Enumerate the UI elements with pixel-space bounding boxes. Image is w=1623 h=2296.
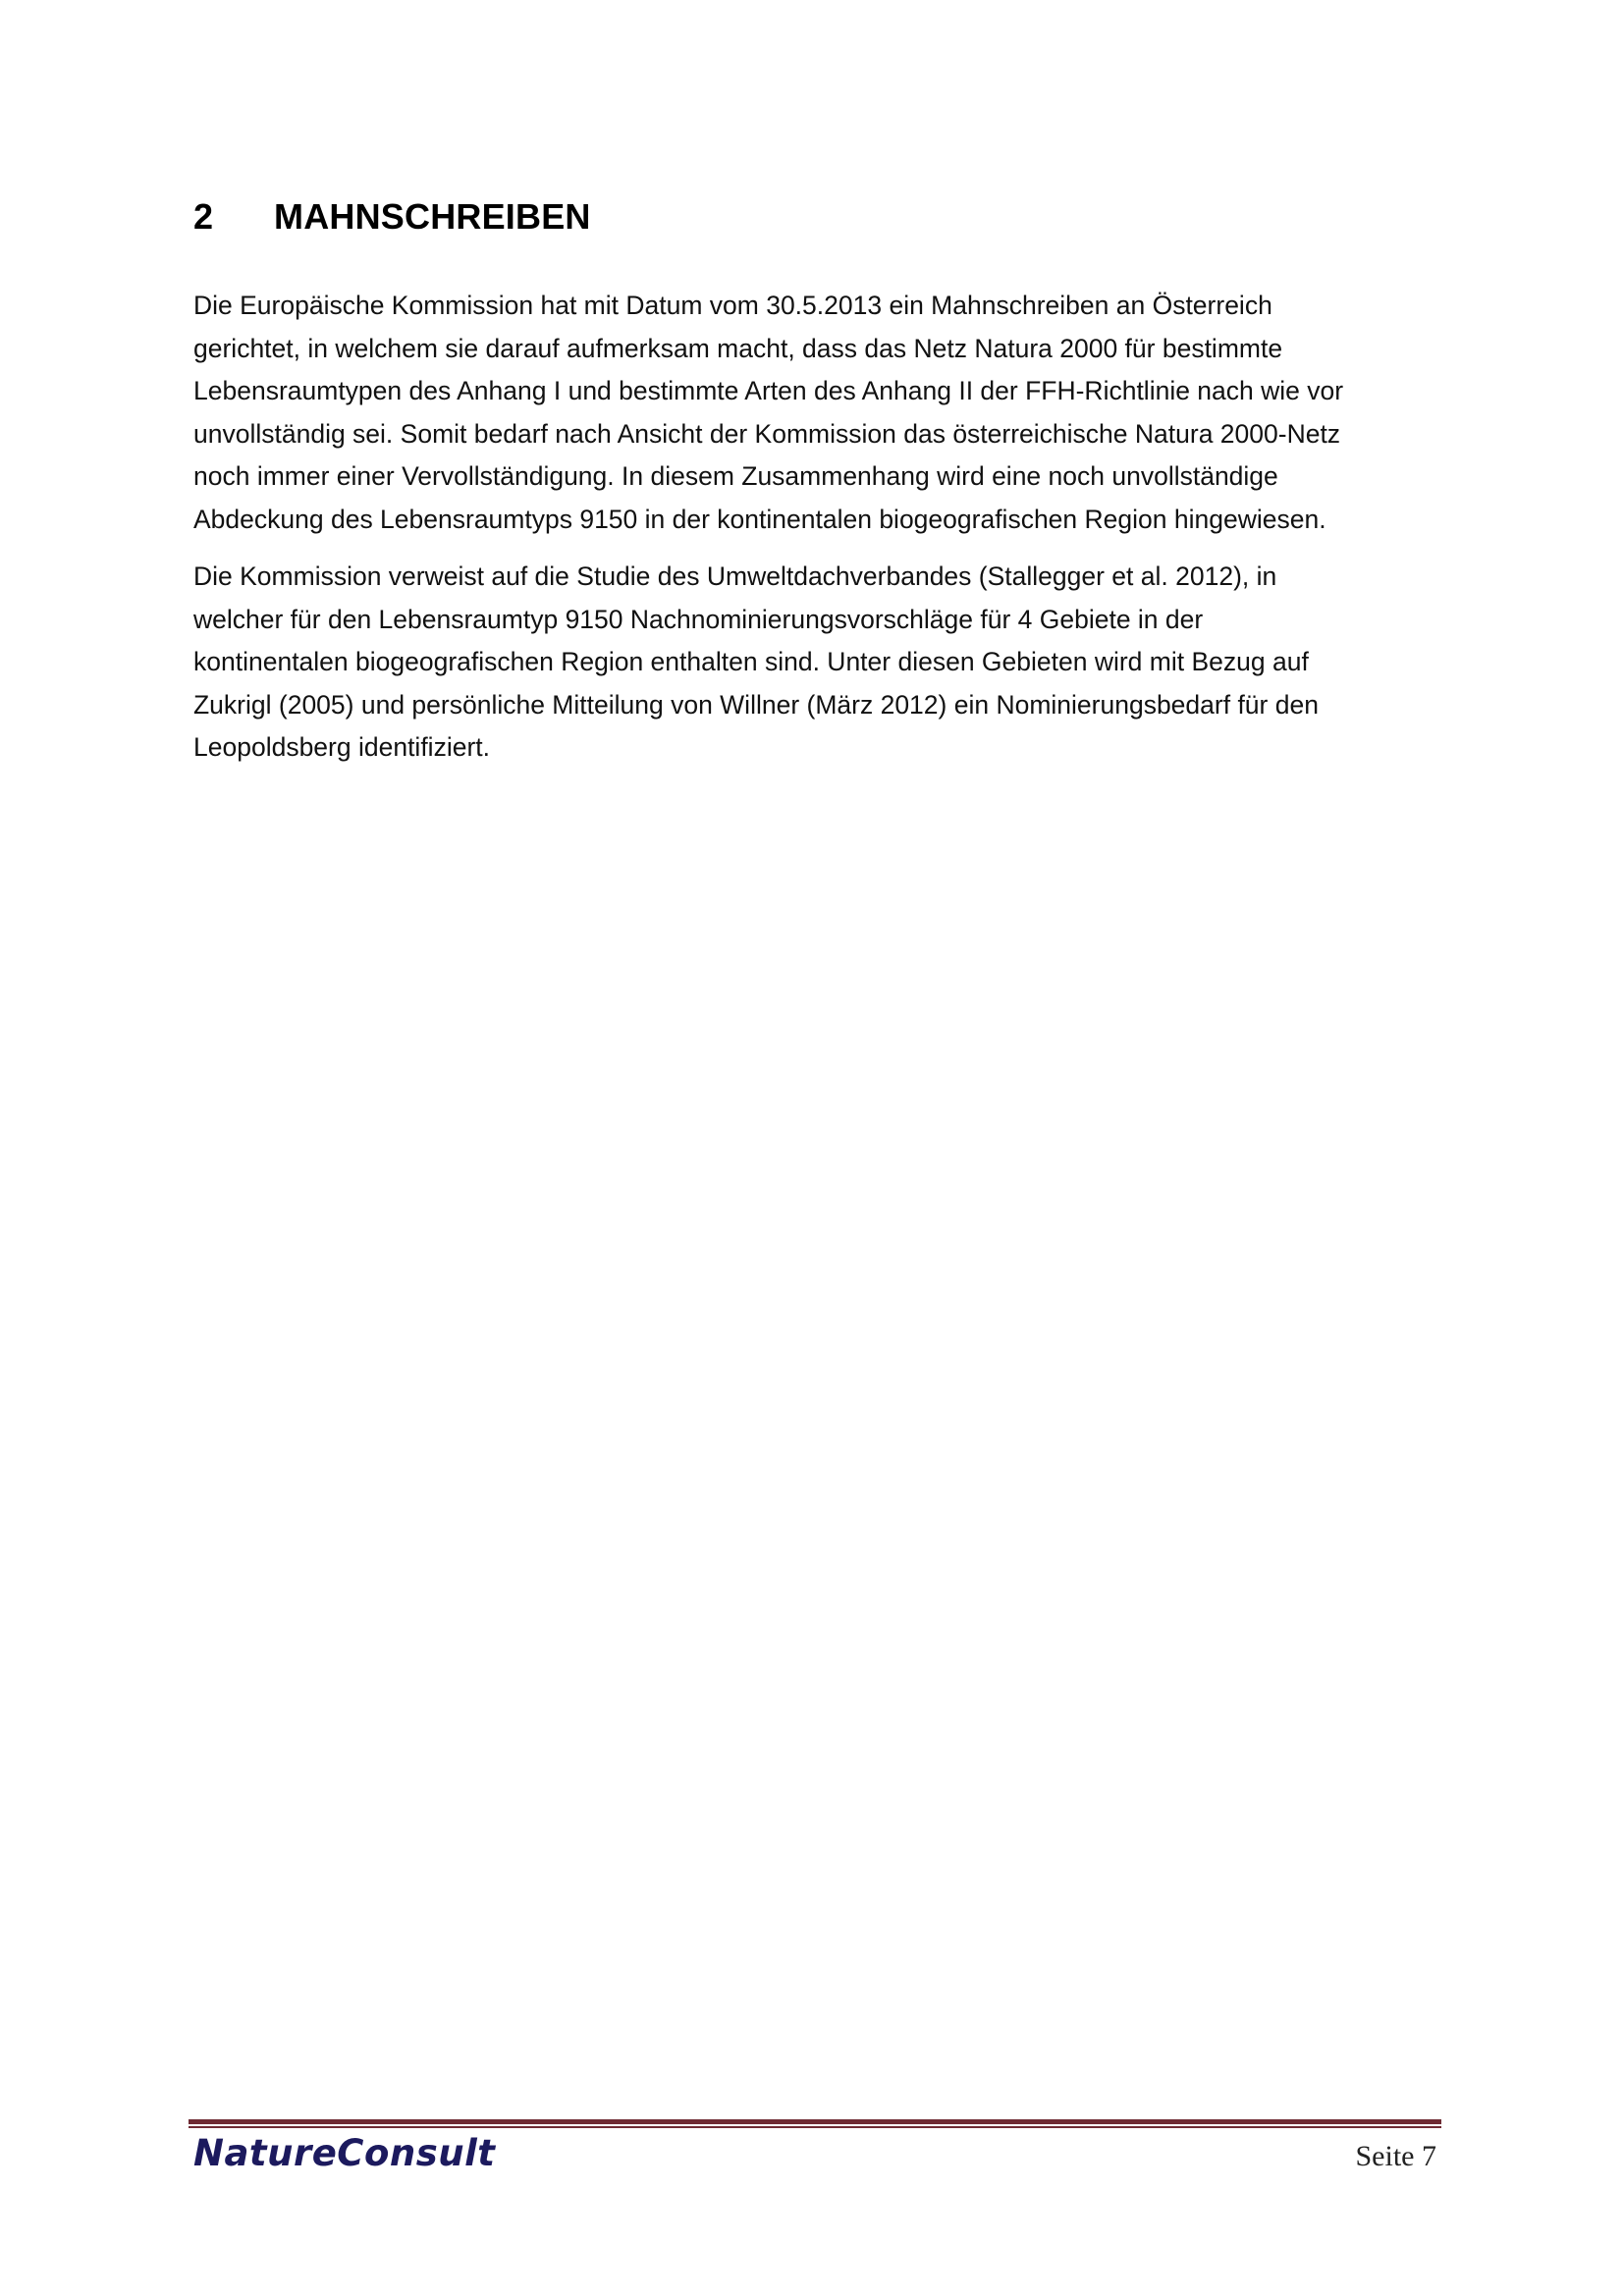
paragraph-2 <box>193 556 1431 770</box>
text-line: Leopoldsberg identifiziert. <box>193 732 490 762</box>
text-line: noch immer einer Vervollständigung. In diesem Zusammenhang wird eine noch unvollständige <box>193 461 1278 491</box>
text-line: kontinentalen biogeografischen Region enthalten sind. Unter diesen Gebieten wird mit Bezug auf <box>193 647 1309 676</box>
text-line: welcher für den Lebensraumtyp 9150 Nachnominierungsvorschläge für 4 Gebiete in der <box>193 604 1204 634</box>
paragraph-1 <box>193 285 1431 541</box>
section-title: MAHNSCHREIBEN <box>274 196 591 237</box>
footer-divider-thin <box>189 2126 1441 2128</box>
footer-brand-logo: NatureConsult <box>193 2132 496 2174</box>
text-line: Die Kommission verweist auf die Studie des Umweltdachverbandes (Stallegger et al. 2012), in <box>193 561 1277 591</box>
footer-divider-thick <box>189 2119 1441 2124</box>
section-number: 2 <box>193 196 214 237</box>
section-heading <box>193 192 591 241</box>
text-line: Die Europäische Kommission hat mit Datum vom 30.5.2013 ein Mahnschreiben an Österreich <box>193 291 1272 320</box>
text-line: Zukrigl (2005) und persönliche Mitteilung von Willner (März 2012) ein Nominierungsbedarf für den <box>193 689 1319 720</box>
text-line: gerichtet, in welchem sie darauf aufmerksam macht, dass das Netz Natura 2000 für bestimmte <box>193 333 1283 363</box>
footer-divider <box>189 2119 1441 2128</box>
text-line: unvollständig sei. Somit bedarf nach Ansicht der Kommission das österreichische Natura 2000-Netz <box>193 418 1341 449</box>
text-line: Abdeckung des Lebensraumtyps 9150 in der kontinentalen biogeografischen Region hingewiesen. <box>193 504 1326 534</box>
page-number: Seite 7 <box>1355 2140 1436 2172</box>
body-text <box>193 285 1431 784</box>
text-line: Lebensraumtypen des Anhang I und bestimmte Arten des Anhang II der FFH-Richtlinie nach wie vor <box>193 376 1344 405</box>
